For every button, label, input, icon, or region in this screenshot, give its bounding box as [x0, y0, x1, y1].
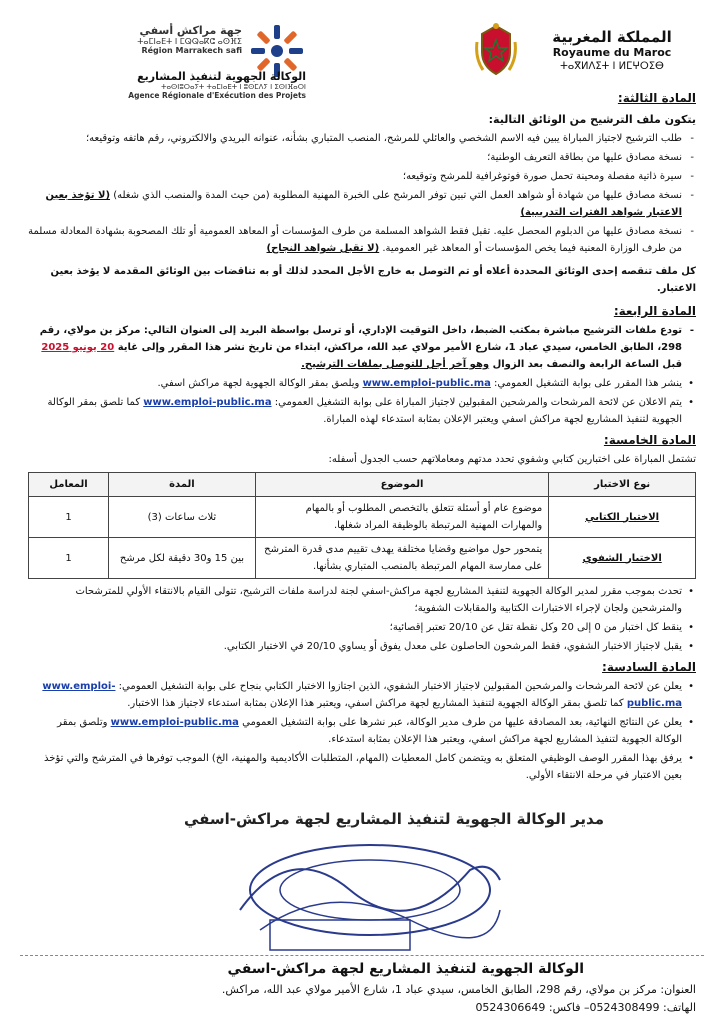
section4-list	[28, 322, 696, 428]
list-item-text: تودع ملفات الترشيح مباشرة بمكتب الضبط، داخل التوقيت الإداري، أو ترسل بواسطة البريد إلى العنوان التالي: مركز بن مولاي، رقم 298، الطابق الخامس، سيدي عباد 1، شارع الأمير مولاي عبد الله، مراكش،	[39, 325, 682, 353]
table-cell: ثلاث ساعات (3)	[109, 497, 256, 538]
table-cell: الاختبار الكتابي	[549, 497, 696, 538]
table-cell: موضوع عام أو أسئلة تتعلق بالتخصص المطلوب أو بالمهام والمهارات المهنية المرتبطة بالوظيفة المراد شغلها.	[255, 497, 548, 538]
coat-of-arms-icon	[475, 22, 517, 78]
table-cell: يتمحور حول مواضيع وقضايا مختلفة يهدف تقييم مدى قدرة المترشح على ممارسة المهام المرتبطة بالمنصب المتباري بشأنها.	[255, 538, 548, 579]
list-item-text: تحدث بموجب مقرر لمدير الوكالة الجهوية لتنفيذ المشاريع لجهة مراكش-اسفي لجنة لدراسة ملفات الترشيح، تتولى القيام بالانتقاء الأولي للمترشحات والمترشحين ولجان لإجراء الاختبارات الكتابية والمقابلات الشفوية؛	[75, 586, 682, 614]
signature-stamp-icon	[200, 820, 520, 960]
list-item-text: كما تلصق بمقر الوكالة الجهوية لتنفيذ المشاريع لجهة مراكش اسفي، ويعتبر هذا الإعلان بمثابة استدعاء لاجتياز هذا الاختبار.	[127, 698, 624, 709]
table-header: نوع الاختبار	[549, 473, 696, 497]
list-item	[28, 678, 682, 712]
footer-divider	[20, 955, 704, 956]
section3-closing: كل ملف تنقصه إحدى الوثائق المحددة أعلاه أو تم التوصل به خارج الأجل المحدد لذلك أو به تناقضات بين الوثائق المقدمة لا يؤخذ بعين الاعتبار.	[50, 266, 696, 294]
list-item	[28, 130, 682, 147]
list-item	[28, 149, 682, 166]
section4-title: المادة الرابعة:	[613, 304, 696, 318]
list-item-text: ينشر هذا المقرر على بوابة التشغيل العمومي:	[494, 378, 682, 389]
list-item-text: يعلن عن النتائج النهائية، بعد المصادقة عليها من طرف مدير الوكالة، عبر نشرها على بوابة التشغيل العمومي	[242, 717, 682, 728]
signatory-title: مدير الوكالة الجهوية لتنفيذ المشاريع لجهة مراكش-اسفي	[183, 810, 604, 828]
list-item-text: ابتداء من تاريخ نشر هذا المقرر وإلى غاية	[117, 342, 321, 353]
deadline-date: 20 يونيو 2025	[41, 342, 115, 353]
section3-list	[28, 130, 696, 257]
list-item	[28, 223, 682, 257]
list-item	[28, 638, 682, 655]
region-name-tf: ⵜⴰⵎⵏⴰⴹⵜ ⵏ ⵎⵕⵕⴰⴽⵛ ⴰⵙⴼⵉ	[137, 37, 242, 46]
list-item	[28, 583, 682, 617]
section6-title: المادة السادسة:	[602, 660, 696, 674]
list-item	[28, 394, 682, 428]
list-item	[28, 619, 682, 636]
table-header-row	[29, 473, 696, 497]
table-cell: الاختبار الشفوي	[549, 538, 696, 579]
document-body	[28, 86, 696, 786]
emploi-public-link[interactable]: www.emploi-public.ma	[362, 378, 491, 389]
table-cell: بين 15 و30 دقيقة لكل مرشح	[109, 538, 256, 579]
agency-name-fr: Agence Régionale d'Exécution des Projets	[128, 91, 306, 100]
section6-list	[28, 678, 696, 784]
exam-table	[28, 472, 696, 579]
agency-name-ar: الوكالة الجهوية لتنفيذ المشاريع	[137, 70, 306, 83]
region-name-ar: جهة مراكش أسفي	[139, 24, 242, 37]
list-item-text: سيرة ذاتية مفصلة ومحينة تحمل صورة فوتوغرافية للمرشح وتوقيعه؛	[402, 171, 682, 182]
kingdom-name-fr: Royaume du Maroc	[552, 46, 672, 59]
page-footer	[0, 955, 724, 1024]
list-item-text: قبل الساعة الرابعة والنصف بعد الزوال	[492, 359, 682, 370]
footer-address: العنوان: مركز بن مولاي، رقم 298، الطابق الخامس، سيدي عباد 1، شارع الأمير مولاي عبد الله، مراكش.	[221, 983, 696, 996]
agency-name-tf: ⵜⴰⵙⵏⵓⵔⴰⵢⵜ ⵜⴰⵎⵏⴰⴹⵜ ⵏ ⵓⵙⵎⴷⵢ ⵏ ⵉⵙⵏⴼⴰⵔⵏ	[161, 83, 306, 91]
table-header: المدة	[109, 473, 256, 497]
region-name-fr: Région Marrakech safi	[141, 46, 242, 55]
list-item	[28, 375, 682, 392]
section5-list	[28, 583, 696, 655]
list-item-text: ويلصق بمقر الوكالة الجهوية لجهة مراكش اسفي.	[157, 378, 360, 389]
list-item-text: يقبل لاجتياز الاختبار الشفوي، فقط المرشحون الحاصلون على معدل يفوق أو يساوي 20/10 في الاختبار الكتابي.	[223, 641, 682, 652]
table-header: المعامل	[29, 473, 109, 497]
list-item-text: يتم الاعلان عن لائحة المرشحات والمرشحين المقبولين لاجتياز المباراة على بوابة التشغيل العمومي:	[274, 397, 682, 408]
list-item-text: طلب الترشيح لاجتياز المباراة يبين فيه الاسم الشخصي والعائلي للمرشح، المنصب المتباري بشأنه، عنوانه البريدي والالكتروني، رقم هاتفه وتوقيعه؛	[85, 133, 682, 144]
emploi-public-link[interactable]: www.emploi-public.ma	[42, 681, 682, 709]
list-item-text: نسخة مصادق عليها من بطاقة التعريف الوطنية؛	[487, 152, 682, 163]
kingdom-name-tf: ⵜⴰⴳⵍⴷⵉⵜ ⵏ ⵍⵎⵖⵔⵉⴱ	[560, 61, 664, 72]
list-item-text: نسخة مصادق عليها من الدبلوم المحصل عليه. تقبل فقط الشواهد المسلمة من طرف المؤسسات أو المعاهد العمومية أو تلك المصحوبة بشهادة المعادلة مسلمة من طرف الوزارة المعنية فيما يخص المؤسسات أو المعاهد غير العمومية.	[28, 226, 682, 254]
footer-agency: الوكالة الجهوية لتنفيذ المشاريع لجهة مراكش-اسفي	[227, 961, 584, 977]
list-item	[28, 714, 682, 748]
table-header: الموضوع	[255, 473, 548, 497]
list-item	[28, 750, 682, 784]
table-cell: 1	[29, 497, 109, 538]
table-row	[29, 497, 696, 538]
list-item	[28, 322, 682, 373]
internship-note: (لا تؤخذ بعين الاعتبار شواهد الفترات التدريبية)	[45, 190, 682, 218]
deadline-note: وهو آخر أجل للتوصل بملفات الترشيح.	[301, 359, 490, 370]
list-item-text: يرفق بهذا المقرر الوصف الوظيفي المتعلق به ويتضمن كامل المعطيات (المهام، المتطلبات الأكاديمية والمهنية، الخ) الموجب توفرها في المترشح والتي تؤخذ بعين الاعتبار في مرحلة الانتقاء الأولي.	[44, 753, 682, 781]
emploi-public-link[interactable]: www.emploi-public.ma	[143, 397, 272, 408]
footer-phone: الهاتف: 0524308499– فاكس: 0524306649	[475, 1001, 696, 1014]
section3-title: المادة الثالثة:	[617, 91, 696, 105]
list-item-text: ينقط كل اختبار من 0 إلى 20 وكل نقطة تقل عن 20/10 تعتبر إقصائية؛	[389, 622, 682, 633]
table-row	[29, 538, 696, 579]
list-item-text: كما تلصق بمقر الوكالة الجهوية لتنفيذ المشاريع لجهة مراكش اسفي ويعتبر الإعلان بمثابة استدعاء لهذه المباراة.	[47, 397, 682, 425]
list-item-text: نسخة مصادق عليها من شهادة أو شواهد العمل التي تبين توفر المرشح على الخبرة المهنية المطلوبة (من حيث المدة والمنصب الذي شغله)	[113, 190, 682, 201]
section5-title: المادة الخامسة:	[603, 433, 696, 447]
section5-intro: تشتمل المباراة على اختبارين كتابي وشفوي تحدد مدتهم ومعاملاتهم حسب الجدول أسفله:	[328, 454, 696, 465]
list-item-text: وتلصق بمقر الوكالة الجهوية لتنفيذ المشاريع لجهة مراكش اسفي، ويعتبر هذا الإعلان بمثابة استدعاء.	[57, 717, 682, 745]
table-cell: 1	[29, 538, 109, 579]
list-item-text: يعلن عن لائحة المرشحات والمرشحين المقبولين لاجتياز الاختبار الشفوي، الذين اجتازوا الاختبار الكتابي بنجاح على بوابة التشغيل العمومي:	[118, 681, 682, 692]
list-item	[28, 187, 682, 221]
emploi-public-link[interactable]: www.emploi-public.ma	[110, 717, 239, 728]
kingdom-name-ar: المملكة المغربية	[552, 28, 672, 46]
list-item	[28, 168, 682, 185]
section3-intro: يتكون ملف الترشيح من الوثائق التالية:	[488, 113, 696, 126]
success-note: (لا تقبل شواهد النجاح)	[266, 243, 380, 254]
